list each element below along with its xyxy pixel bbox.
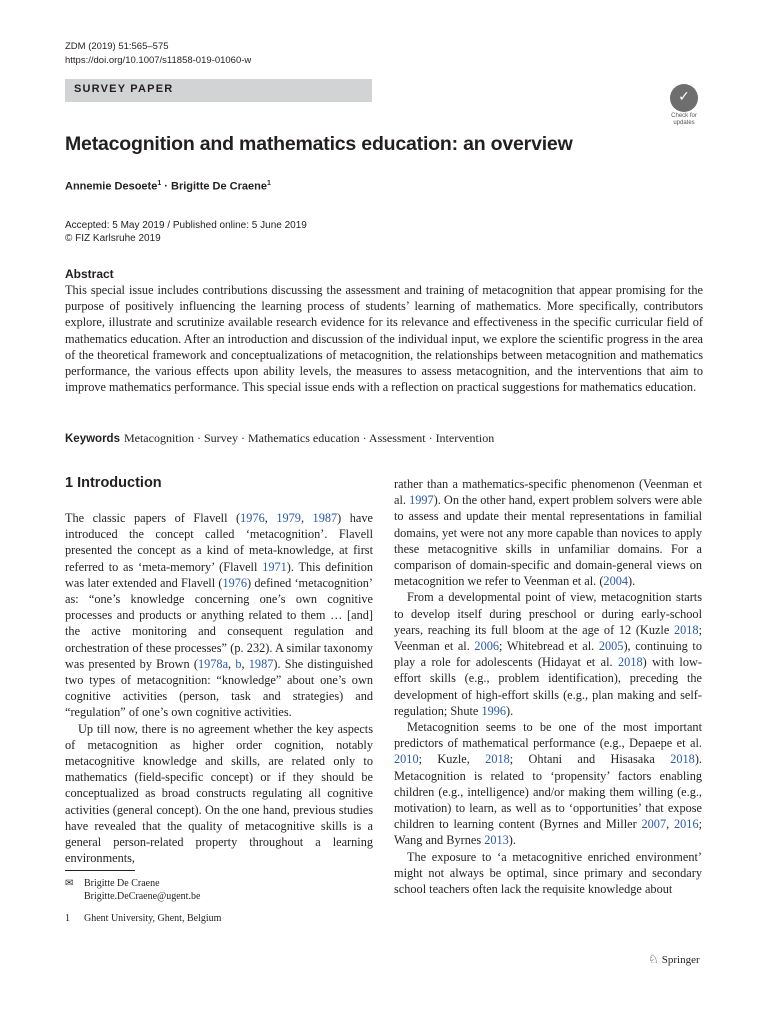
copyright-line: © FIZ Karlsruhe 2019 bbox=[65, 233, 161, 244]
corresponding-author-note bbox=[65, 877, 221, 903]
publisher-name: Springer bbox=[661, 954, 700, 966]
keywords-line bbox=[65, 431, 705, 446]
citation-link[interactable]: 2007 bbox=[641, 817, 667, 832]
text: ; Veenman et al. bbox=[394, 622, 702, 654]
text: ) have introduced the concept called ‘metacognition’. Flavell presented the concept as a kind of meta-knowledge, at first referred to as ‘meta-memory’ (Flavell bbox=[65, 511, 373, 574]
author-list bbox=[65, 180, 271, 193]
footnotes bbox=[65, 877, 221, 925]
text: ). bbox=[628, 574, 636, 589]
affiliation-note bbox=[65, 912, 221, 925]
text: rather than a mathematics-specific phenomenon (Veenman et al. bbox=[394, 477, 702, 508]
text: Metacognition seems to be one of the most important predictors of mathematical performance (e.g., Depaepe et al. bbox=[394, 720, 702, 751]
text: , bbox=[300, 511, 313, 525]
abstract-body: This special issue includes contributions discussing the assessment and training of metacognition that appear promising for the purpose of positively influencing the learning process of students’ learning of mathematics. More specifically, contributors explore, illustrate and scrutinize available research evidence for its relevance and effectiveness in the specific curricular field of mathematics education. After an introduction and discussion of the individual input, we explore the scientific progress in the area of the theoretical framework and conceptualizations of metacognition, the relationships between metacognition and mathematics performance, the various effects upon ability levels, the measures to assess metacognition, and the interventions that aim to improve mathematics performance. This special issue ends with a reflection on practical suggestions for mathematics education. bbox=[65, 283, 703, 395]
citation-link[interactable]: 2016 bbox=[674, 817, 699, 832]
citation-link[interactable]: 2018 bbox=[485, 752, 510, 767]
text: ). She distinguished two types of metacognition: “knowledge” about one’s own cognitive activities (person, task and strategies) and “regulation” of one’s own cognitive activities. bbox=[65, 656, 374, 720]
text: , bbox=[241, 656, 249, 671]
text: ). bbox=[506, 703, 514, 718]
doi-link[interactable]: https://doi.org/10.1007/s11858-019-01060-w bbox=[65, 55, 252, 66]
citation-link[interactable]: 2005 bbox=[598, 639, 624, 654]
citation-link[interactable]: 1987 bbox=[312, 511, 338, 525]
bookmark-check-icon: ✓ bbox=[670, 84, 698, 112]
citation-link[interactable]: 2006 bbox=[474, 639, 500, 654]
keywords-label: Keywords bbox=[65, 433, 120, 445]
text: ) with low-effort skills (e.g., problem identification), preceding the development of high-effort skills (e.g., plan making and self-regulation; Shute bbox=[394, 655, 702, 718]
citation-link[interactable]: 1979 bbox=[276, 511, 301, 525]
text: , bbox=[228, 656, 236, 671]
text: ; Wang and Byrnes bbox=[394, 817, 703, 848]
paragraph bbox=[394, 589, 702, 719]
citation-link[interactable]: 2018 bbox=[670, 752, 695, 767]
paragraph: Up till now, there is no agreement whether the key aspects of metacognition as higher order cognition, notably metacognitive knowledge and skills, are related only to mathematics (field-specific concept) or if they should be conceptualized as broad constructs regulating all cognitive activities (general concept). On the one hand, previous studies have revealed that the quality of metacognitive skills is a general person-related property throughout a learning environments, bbox=[65, 721, 373, 866]
text: The classic papers of Flavell ( bbox=[65, 511, 241, 525]
text: ), continuing to play a role for adolescents (Hidayat et al. bbox=[394, 639, 702, 670]
text: , bbox=[264, 511, 277, 525]
article-type-label: SURVEY PAPER bbox=[74, 83, 174, 95]
body-column-left bbox=[65, 510, 373, 866]
text: From a developmental point of view, metacognition starts to develop itself during preschool or during early-school years, reaching its full bloom at the age of 12 (Kuzle bbox=[394, 590, 702, 637]
citation-link[interactable]: 1997 bbox=[409, 493, 434, 508]
publisher-logo bbox=[648, 952, 700, 967]
text: , bbox=[666, 817, 674, 832]
check-for-updates-badge[interactable] bbox=[664, 84, 704, 124]
affiliation-mark: 1 bbox=[266, 180, 271, 187]
abstract-heading: Abstract bbox=[65, 267, 114, 281]
affiliation-text: Ghent University, Ghent, Belgium bbox=[84, 913, 222, 924]
text: ) defined ‘metacognition’ as: “one’s knowledge concerning one’s own cognitive processes and products or anything related to them … [and] the active monitoring and consequent regulation and orchestration of these processes” (p. 232). A similar taxonomy was presented by Brown ( bbox=[65, 575, 373, 671]
section-heading: 1 Introduction bbox=[65, 475, 162, 491]
affiliation-mark: 1 bbox=[157, 180, 162, 187]
envelope-icon: ✉ bbox=[65, 878, 74, 889]
citation-link[interactable]: 1971 bbox=[262, 559, 287, 574]
journal-citation: ZDM (2019) 51:565–575 bbox=[65, 41, 169, 52]
text: ). Metacognition is related to ‘propensity’ factors enabling children (e.g., intelligence) and/or making them willing (e.g., motivation) to learn, as well as to ‘opportunities’ that expose children to learning content (Byrnes and Miller bbox=[394, 752, 702, 832]
text: ). On the other hand, expert problem solvers were able to assess and update their mental representations in familial domains, yet were not any more capable than novices to apply these metacognitive skills in unfamiliar domains. For a comparison of domain-specific and domain-general views on metacognition we refer to Veenman et al. ( bbox=[394, 493, 702, 589]
citation-link[interactable]: b bbox=[235, 656, 242, 671]
publication-dates bbox=[65, 219, 307, 245]
citation-link[interactable]: 2010 bbox=[394, 752, 419, 767]
paragraph bbox=[394, 476, 702, 589]
author-name[interactable]: Brigitte De Craene bbox=[171, 180, 267, 193]
citation-link[interactable]: 1987 bbox=[248, 656, 274, 671]
citation-link[interactable]: 2018 bbox=[673, 622, 699, 637]
author-name[interactable]: Annemie Desoete bbox=[65, 180, 158, 193]
journal-reference bbox=[65, 40, 251, 68]
check-updates-line2: updates bbox=[673, 120, 695, 126]
citation-link[interactable]: 1996 bbox=[481, 703, 507, 718]
paragraph bbox=[394, 719, 702, 849]
citation-link[interactable]: 2004 bbox=[603, 574, 629, 589]
corresponding-author-email[interactable]: Brigitte.DeCraene@ugent.be bbox=[84, 891, 201, 902]
article-type-bar bbox=[65, 79, 372, 102]
affiliation-number: 1 bbox=[65, 913, 70, 924]
citation-link[interactable]: 2013 bbox=[484, 833, 509, 848]
citation-link[interactable]: 1978a bbox=[197, 656, 229, 671]
text: ; Whitebread et al. bbox=[499, 639, 599, 654]
paragraph: The exposure to ‘a metacognitive enriched environment’ might not always be optimal, since primary and secondary school teachers often lack the requisite knowledge about bbox=[394, 849, 702, 897]
springer-horse-icon: ♘ bbox=[648, 952, 659, 966]
check-updates-text bbox=[664, 113, 704, 127]
footnote-divider bbox=[65, 870, 135, 871]
citation-link[interactable]: 1976 bbox=[222, 575, 248, 590]
text: ; Ohtani and Hisasaka bbox=[509, 752, 671, 767]
citation-link[interactable]: 1976 bbox=[240, 511, 265, 525]
body-column-right bbox=[394, 476, 702, 897]
author-separator: · bbox=[161, 180, 171, 193]
citation-link[interactable]: 2018 bbox=[618, 655, 643, 670]
accepted-published-date: Accepted: 5 May 2019 / Published online: 5 June 2019 bbox=[65, 220, 307, 231]
text: ). bbox=[508, 833, 516, 848]
keywords-list: Metacognition · Survey · Mathematics education · Assessment · Intervention bbox=[123, 431, 495, 445]
check-updates-line1: Check for bbox=[671, 113, 697, 119]
corresponding-author-name: Brigitte De Craene bbox=[84, 878, 160, 889]
paragraph bbox=[65, 510, 373, 721]
text: ). This definition was later extended and Flavell ( bbox=[65, 559, 373, 590]
text: ; Kuzle, bbox=[418, 752, 486, 767]
paper-title: Metacognition and mathematics education: an overview bbox=[65, 133, 573, 155]
